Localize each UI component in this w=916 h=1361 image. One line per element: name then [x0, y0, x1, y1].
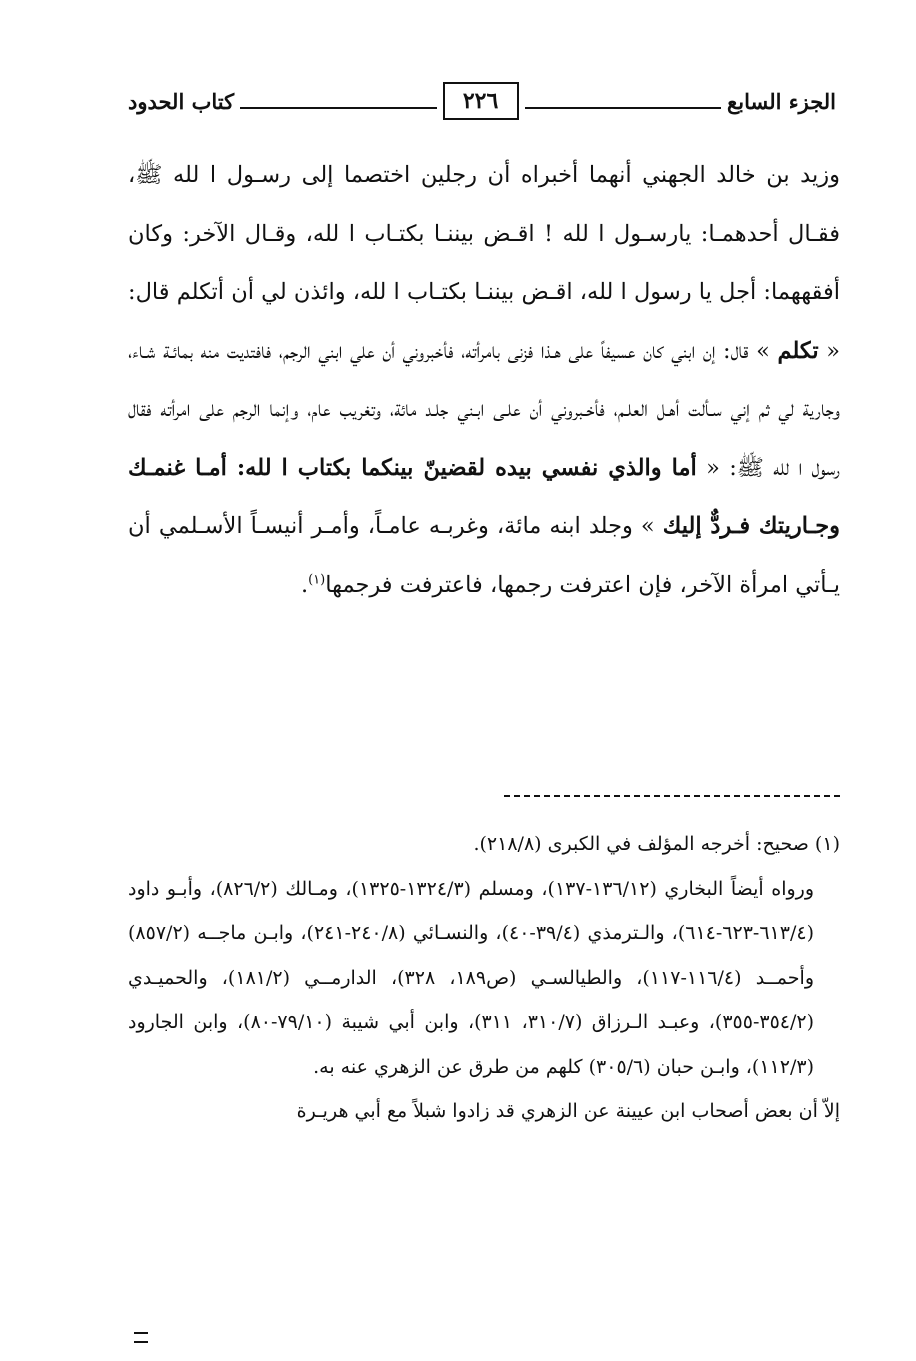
text-bold-1: تكلم [777, 337, 819, 364]
footnote-1-note: إلاّ أن بعض أصحاب ابن عيينة عن الزهري قد زادوا شبلاً مع أبي هريـرة [296, 1100, 840, 1122]
continuation-mark [134, 1332, 148, 1343]
page-number: ٢٢٦ [443, 82, 519, 120]
main-text [128, 146, 840, 614]
text-bold-2: أما والذي نفسي بيده لقضينّ بينكما بكتاب ا لله: أمـا غنمـك وجـاريتك فـردٌّ إليك [128, 454, 840, 539]
header-rule-right [525, 107, 721, 109]
footnote-1: (١) صحيح: أخرجه المؤلف في الكبرى (٢١٨/٨). [473, 833, 840, 855]
text-part-3: » وجلد ابنه مائة، وغربـه عامـاً، وأمـر أنيسـاً الأسـلمي أن يـأتي امرأة الآخر، فإن اعترفت رجمها، فاعترفت فرجمها [128, 513, 840, 598]
header-book: كتاب الحدود [127, 88, 235, 114]
text-part-1: وزيد بن خالد الجهني أنهما أخبراه أن رجلين اختصما إلى رسـول ا لله ﷺ، فقـال أحدهمـا: يارسـول ا لله ! اقـض بيننـا بكتـاب ا لله، وقـال الآخر: وكان أفقههما: أجل يا رسول ا لله، اقـض بيننـا بكتـاب ا لله، وائذن لي أن أتكلم قال: « [128, 162, 840, 364]
hadith-paragraph [128, 146, 840, 614]
header-part: الجزء السابع [727, 88, 836, 114]
footnote-1-sources: ورواه أيضاً البخاري (١٣٦/١٢-١٣٧)، ومسلم (١٣٢٤/٣-١٣٢٥)، ومـالك (٨٢٦/٢)، وأبـو داود (٦١٣/٤-٦٢٣-٦١٤)، والـترمذي (٣٩/٤-٤٠)، والنسـائي (٢٤٠/٨-٢٤١)، وابـن ماجــه (٨٥٧/٢) وأحمــد (١١٦/٤-١١٧)، والطيالسـي (ص١٨٩، ٣٢٨)، الدارمــي (١٨١/٢)، والحميـدي (٣٥٤/٢-٣٥٥)، وعبـد الـرزاق (٣١٠/٧، ٣١١)، وابن أبي شيبة (٧٩/١٠-٨٠)، وابن الجارود (١١٢/٣)، وابـن حبان (٣٠٥/٦) كلهم من طرق عن الزهري عنه به. [128, 877, 815, 1078]
footnote-separator [504, 795, 840, 797]
footnotes [128, 822, 840, 1134]
footnote-ref[interactable]: (١) [308, 572, 326, 587]
running-header [128, 78, 836, 124]
text-end: . [300, 571, 309, 598]
header-rule-left [240, 107, 436, 109]
text-part-2: » قال: إن ابني كان عسيفاً على هـذا فزنى بامرأته، فأخبروني أن علي ابني الرجم، فافتديت منه بمائـة شـاء، وجارية لي ثم إني سـألت أهـل العلـم، فأخـبروني أن علـى ابـني جلـد مائة، وتغريب عام، وإنما الرجم على امرأته فقال رسول ا لله ﷺ: « [128, 337, 841, 481]
